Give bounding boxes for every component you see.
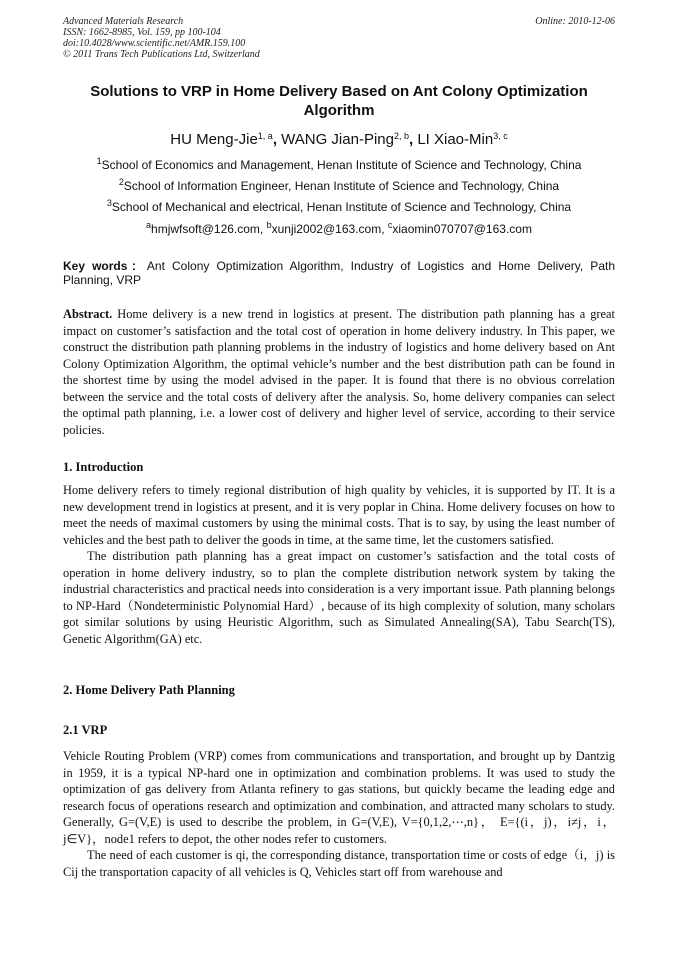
author-sup: 2, b — [393, 131, 409, 141]
author-list: HU Meng-Jie$^{1, a}$, WANG Jian-Ping$^{2, b}$, LI Xiao-Min$^{3, c}$ — [170, 131, 508, 148]
email-link[interactable]: xunji2002@163.com, — [271, 222, 388, 236]
author-name: HU Meng-Jie — [170, 131, 258, 148]
section-2-1-heading: 2.1 VRP — [63, 723, 108, 737]
title-line-2: Algorithm — [303, 102, 375, 119]
section-1-body — [63, 482, 615, 647]
abstract-text: Home delivery is a new trend in logistics at present. The distribution path planning has a great impact on customer’s satisfaction and the total cost of operation in home delivery industry. In This paper, we construct the distribution path planning problems in the industry of logistics and home delivery based on Ant Colony Optimization Algorithm, the optimal vehicle’s number and the best distribution path can be found in the shortest time by using the model advised in the paper. It is found that there is no obvious correlation between the service and the total costs of delivery after the analysis. So, home delivery companies can select the optimal path planning, i.e. a lower cost of delivery and higher level of service, according to their service policies. — [63, 307, 615, 437]
affiliation-2: $^2$School of Information Engineer, Henan Institute of Science and Technology, China — [118, 177, 560, 193]
email-link[interactable]: hmjwfsoft@126.com, — [151, 222, 267, 236]
copyright-line: © 2011 Trans Tech Publications Ltd, Switzerland — [63, 49, 260, 60]
abstract-label: Abstract. — [63, 307, 113, 321]
paragraph: The distribution path planning has a great impact on customer’s satisfaction and the total costs of operation in home delivery industry, so to plan the complete distribution network system by taking the industrial characteristics and practical needs into consideration is a very important issue. Path planning belongs to NP-Hard（Nondeterministic Polynomial Hard）, because of its high complexity of solution, many scholars got similar solutions by using Heuristic Algorithm, such as Simulated Annealing(SA), Tabu Search(TS), Genetic Algorithm(GA) etc. — [63, 549, 615, 646]
section-1-heading: 1. Introduction — [63, 460, 144, 474]
paper-title — [63, 82, 615, 120]
author-sup: 1, a — [257, 131, 273, 141]
abstract — [63, 306, 615, 438]
author-name: WANG Jian-Ping — [281, 131, 394, 148]
online-date: Online: 2010-12-06 — [535, 16, 615, 27]
email-link[interactable]: xiaomin070707@163.com — [392, 222, 532, 236]
journal-name: Advanced Materials Research — [63, 16, 184, 27]
section-2-heading: 2. Home Delivery Path Planning — [63, 683, 235, 697]
author-sup: 3, c — [493, 131, 508, 141]
affiliation-1: $^1$School of Economics and Management, Henan Institute of Science and Technology, China — [96, 156, 582, 172]
affiliation-3: $^3$School of Mechanical and electrical, Henan Institute of Science and Technology, China — [106, 198, 572, 214]
paragraph: Vehicle Routing Problem (VRP) comes from communications and transportation, and brought up by Dantzig in 1959, it is a typical NP-hard one in optimization and combination problems. It was used to study the optimization of gas delivery from Atlanta refinery to gas stations, but quickly became the leading edge and research focus of operations research and optimization and combination, and attracted many scholars to study. Generally, G=(V,E) is used to describe the problem, in G=(V,E), V={0,1,2,⋯,n}， E={(i，j)，i≠j，i，j∈V}，node1 refers to depot, the other nodes refer to customers. — [63, 749, 615, 846]
title-line-1: Solutions to VRP in Home Delivery Based on Ant Colony Optimization — [90, 83, 588, 100]
author-emails: $^a$hmjwfsoft@126.com, $^b$xunji2002@163.com, $^c$xiaomin070707@163.com — [146, 220, 532, 236]
keywords-label: Key words： — [63, 259, 147, 273]
doi-line: doi:10.4028/www.scientific.net/AMR.159.100 — [63, 38, 246, 49]
author-name: LI Xiao-Min — [417, 131, 494, 148]
keywords — [63, 259, 615, 287]
paragraph: The need of each customer is qi, the corresponding distance, transportation time or costs of edge（i，j) is Cij the transportation capacity of all vehicles is Q, Vehicles start off from warehouse and — [63, 848, 615, 879]
keywords-text: Ant Colony Optimization Algorithm, Industry of Logistics and Home Delivery, Path Planning, VRP — [63, 259, 615, 287]
issn-line: ISSN: 1662-8985, Vol. 159, pp 100-104 — [63, 27, 221, 38]
section-2-1-body — [63, 748, 615, 880]
journal-header — [63, 16, 615, 60]
paragraph: Home delivery refers to timely regional distribution of high quality by vehicles, it is supported by IT. It is a new development trend in logistics at present, and it is very poplar in China. Home delivery focuses on how to meet the needs of maximal customers by using the minimal costs. That is to say, by using the least number of vehicles and the best path to deliver the goods in time, at the same time, let the customers satisfied. — [63, 483, 615, 547]
